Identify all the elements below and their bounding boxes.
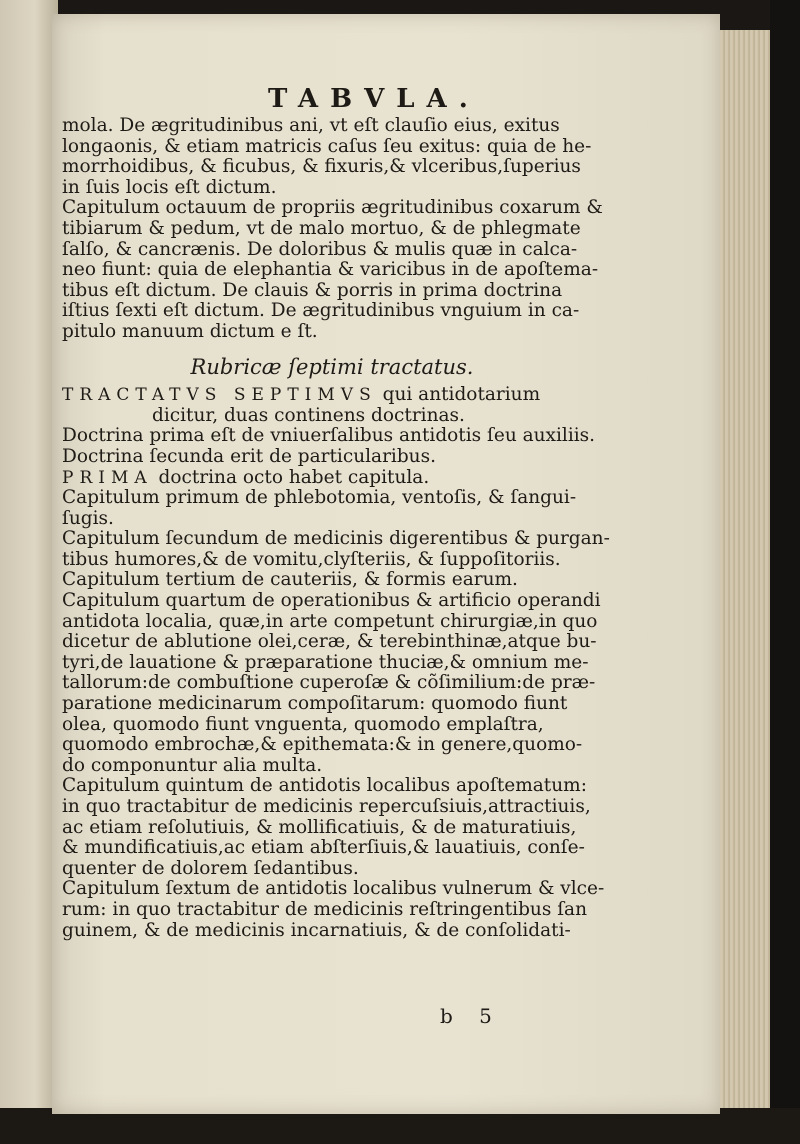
text-line: dicetur de ablutione olei,ceræ, & terebinthinæ,atque bu-	[62, 631, 597, 653]
text-run: qui antidotarium	[376, 384, 541, 406]
rubric-heading: Rubricæ ſeptimi tractatus.	[190, 354, 474, 379]
text-line: quomodo embrochæ,& epithemata:& in genere,quomo-	[62, 734, 583, 756]
text-line: longaonis, & etiam matricis caſus ſeu exitus: quia de he-	[62, 135, 592, 157]
text-line: & mundificatiuis,ac etiam abſterſiuis,& lauatiuis, conſe-	[62, 837, 585, 859]
running-head: TABVLA.	[268, 84, 480, 114]
text-line: Doctrina prima eſt de vniuerſalibus antidotis ſeu auxiliis.	[62, 425, 596, 447]
paragraph	[62, 198, 602, 342]
page-text	[62, 115, 610, 941]
paragraph	[62, 776, 602, 879]
paragraph	[62, 528, 610, 570]
text-line: pitulo manuum dictum e ſt.	[62, 320, 318, 342]
text-line: Capitulum tertium de cauteriis, & formis earum.	[62, 569, 518, 591]
doctrina-list	[62, 426, 602, 488]
text-line: in quo tractabitur de medicinis repercuſsiuis,attractiuis,	[62, 796, 591, 817]
text-line: neo fiunt: quia de elephantia & varicibus in de apoſtema-	[62, 259, 599, 281]
text-line: Doctrina ſecunda erit de particularibus.	[62, 445, 436, 467]
text-line: antidota localia, quæ,in arte competunt chirurgiæ,in quo	[62, 610, 598, 632]
text-line: tibus eſt dictum. De clauis & porris in prima doctrina	[62, 279, 563, 301]
text-line: Capitulum quintum de antidotis localibus apoſtematum:	[62, 775, 587, 797]
text-line: Capitulum primum de phlebotomia, ventoſis, & ſangui-	[62, 487, 577, 509]
text-line: rum: in quo tractabitur de medicinis reſtringentibus ſan	[62, 898, 588, 920]
text-line: paratione medicinarum compoſitarum: quomodo fiunt	[62, 693, 568, 715]
text-line: olea, quomodo fiunt vnguenta, quomodo emplaſtra,	[62, 713, 544, 735]
text-line: iſtius ſexti eſt dictum. De ægritudinibus vnguium in ca-	[62, 300, 580, 322]
tractatus-heading	[62, 385, 602, 426]
paragraph	[62, 591, 602, 776]
text-line: guinem, & de medicinis incarnatiuis, & de conſolidati-	[62, 919, 571, 941]
paragraph	[62, 878, 605, 941]
text-line: ac etiam reſolutiuis, & mollificatiuis, & de maturatiuis,	[62, 816, 577, 838]
text-line: Capitulum octauum de propriis ægritudinibus coxarum &	[62, 197, 603, 219]
paragraph	[62, 488, 602, 529]
text-line: tibus humores,& de vomitu,clyſteriis, & ſuppoſitoriis.	[62, 548, 561, 570]
text-line	[62, 385, 602, 406]
text-line	[62, 468, 602, 489]
paragraph	[62, 570, 602, 591]
text-line: Capitulum ſextum de antidotis localibus vulnerum & vlce-	[62, 878, 605, 900]
paragraph	[62, 116, 602, 198]
text-line: ſugis.	[62, 507, 114, 529]
text-line: mola. De ægritudinibus ani, vt eſt clauſio eius, exitus	[62, 115, 560, 136]
text-line: dicitur, duas continens doctrinas.	[152, 404, 465, 426]
text-line: Capitulum quartum de operationibus & artificio operandi	[62, 590, 601, 612]
text-line: tibiarum & pedum, vt de malo mortuo, & de phlegmate	[62, 217, 581, 239]
smallcaps-text: PRIMA	[62, 467, 153, 488]
text-run: doctrina octo habet capitula.	[152, 466, 430, 488]
smallcaps-text: TRACTATVS SEPTIMVS	[62, 385, 377, 406]
text-line: tyri,de lauatione & præparatione thuciæ,& omnium me-	[62, 651, 589, 673]
text-line: tallorum:de combuſtione cuperoſæ & cõſimilium:de præ-	[62, 672, 596, 694]
text-line: do componuntur alia multa.	[62, 754, 323, 776]
text-line: quenter de dolorem ſedantibus.	[62, 857, 359, 879]
text-line: Capitulum ſecundum de medicinis digerentibus & purgan-	[62, 528, 610, 550]
left-page-edge	[0, 0, 58, 1110]
signature-mark: b 5	[440, 1004, 492, 1028]
text-line: in ſuis locis eſt dictum.	[62, 176, 277, 198]
background-right	[770, 0, 800, 1144]
text-line: morrhoidibus, & ficubus, & fixuris,& vlceribus,ſuperius	[62, 156, 581, 178]
text-line: ſalſo, & cancrænis. De doloribus & mulis quæ in calca-	[62, 238, 578, 260]
